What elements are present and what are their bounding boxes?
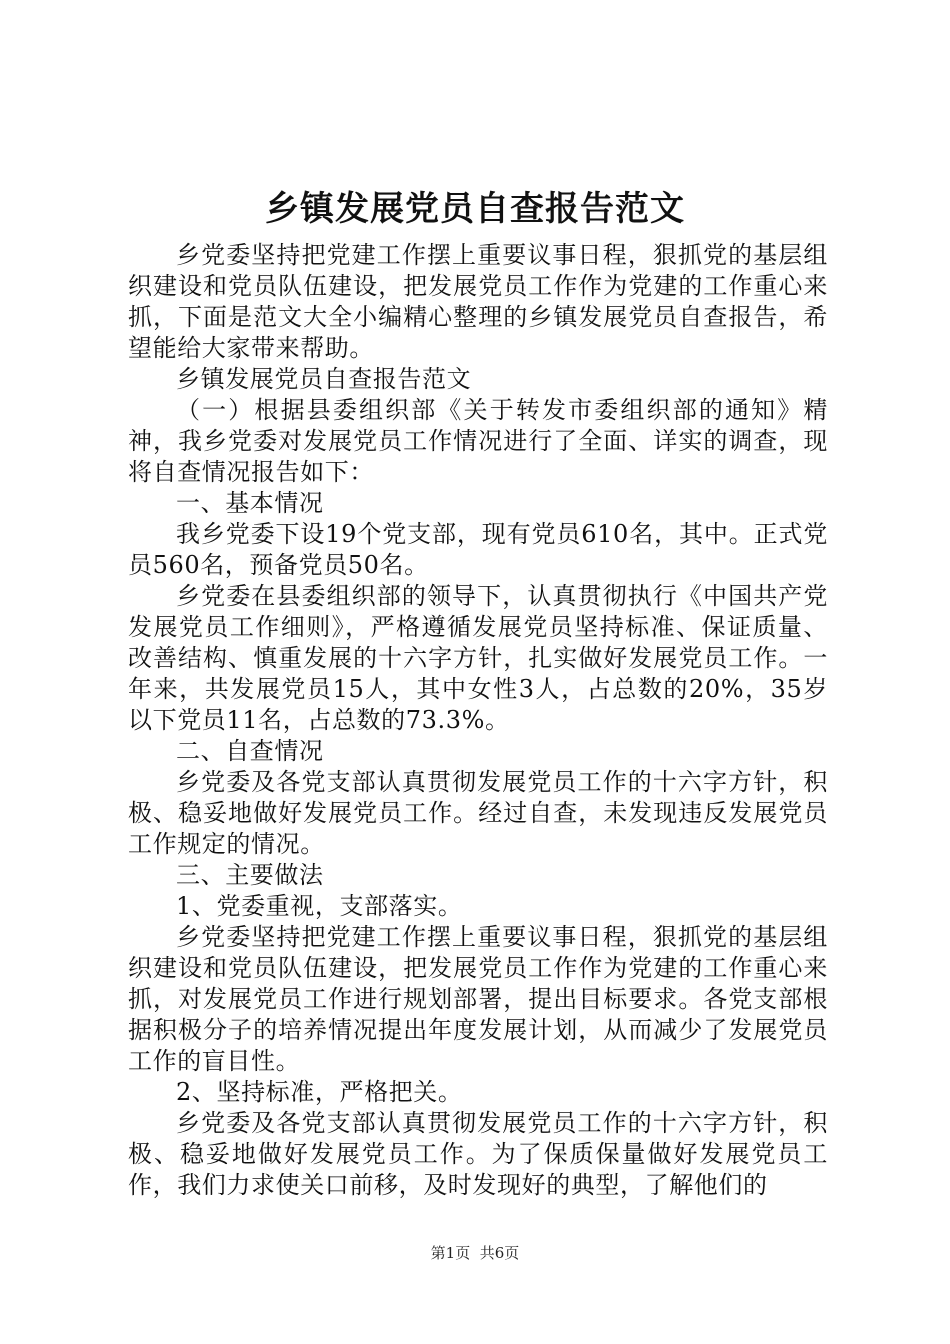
paragraph-method-1: 乡党委坚持把党建工作摆上重要议事日程，狠抓党的基层组织建设和党员队伍建设，把发展党员工作作为党建的工作重心来抓，对发展党员工作进行规划部署，提出目标要求。各党支部根据积极分子的培养情况提出年度发展计划，从而减少了发展党员工作的盲目性。 — [128, 923, 828, 1075]
page-number: 第1页 — [430, 1244, 471, 1262]
paragraph-intro: 乡党委坚持把党建工作摆上重要议事日程，狠抓党的基层组织建设和党员队伍建设，把发展党员工作作为党建的工作重心来抓，下面是范文大全小编精心整理的乡镇发展党员自查报告，希望能给大家带来帮助。 — [128, 241, 828, 362]
section-heading-methods: 三、主要做法 — [176, 861, 324, 889]
subheading-method-2: 2、坚持标准，严格把关。 — [176, 1078, 463, 1106]
section-heading-basic: 一、基本情况 — [176, 489, 324, 517]
page-footer — [0, 1243, 950, 1263]
paragraph-preface: （一）根据县委组织部《关于转发市委组织部的通知》精神，我乡党委对发展党员工作情况进行了全面、详实的调查，现将自查情况报告如下： — [128, 396, 828, 486]
paragraph-method-2: 乡党委及各党支部认真贯彻发展党员工作的十六字方针，积极、稳妥地做好发展党员工作。为了保质保量做好发展党员工作，我们力求使关口前移，及时发现好的典型，了解他们的 — [128, 1109, 828, 1199]
document-title: 乡镇发展党员自查报告范文 — [265, 189, 685, 229]
subheading-method-1: 1、党委重视，支部落实。 — [176, 892, 463, 920]
page-total: 共6页 — [479, 1244, 520, 1262]
paragraph-selfcheck: 乡党委及各党支部认真贯彻发展党员工作的十六字方针，积极、稳妥地做好发展党员工作。经过自查，未发现违反发展党员工作规定的情况。 — [128, 768, 828, 858]
section-heading-selfcheck: 二、自查情况 — [176, 737, 324, 765]
paragraph-basic-stats: 我乡党委下设19个党支部，现有党员610名，其中。正式党员560名，预备党员50名。 — [128, 520, 828, 579]
paragraph-basic-detail: 乡党委在县委组织部的领导下，认真贯彻执行《中国共产党发展党员工作细则》，严格遵循发展党员坚持标准、保证质量、改善结构、慎重发展的十六字方针，扎实做好发展党员工作。一年来，共发展党员15人，其中女性3人，占总数的20%，35岁以下党员11名，占总数的73.3%。 — [128, 582, 828, 734]
document-body — [128, 240, 828, 1201]
paragraph-subtitle: 乡镇发展党员自查报告范文 — [176, 365, 472, 393]
